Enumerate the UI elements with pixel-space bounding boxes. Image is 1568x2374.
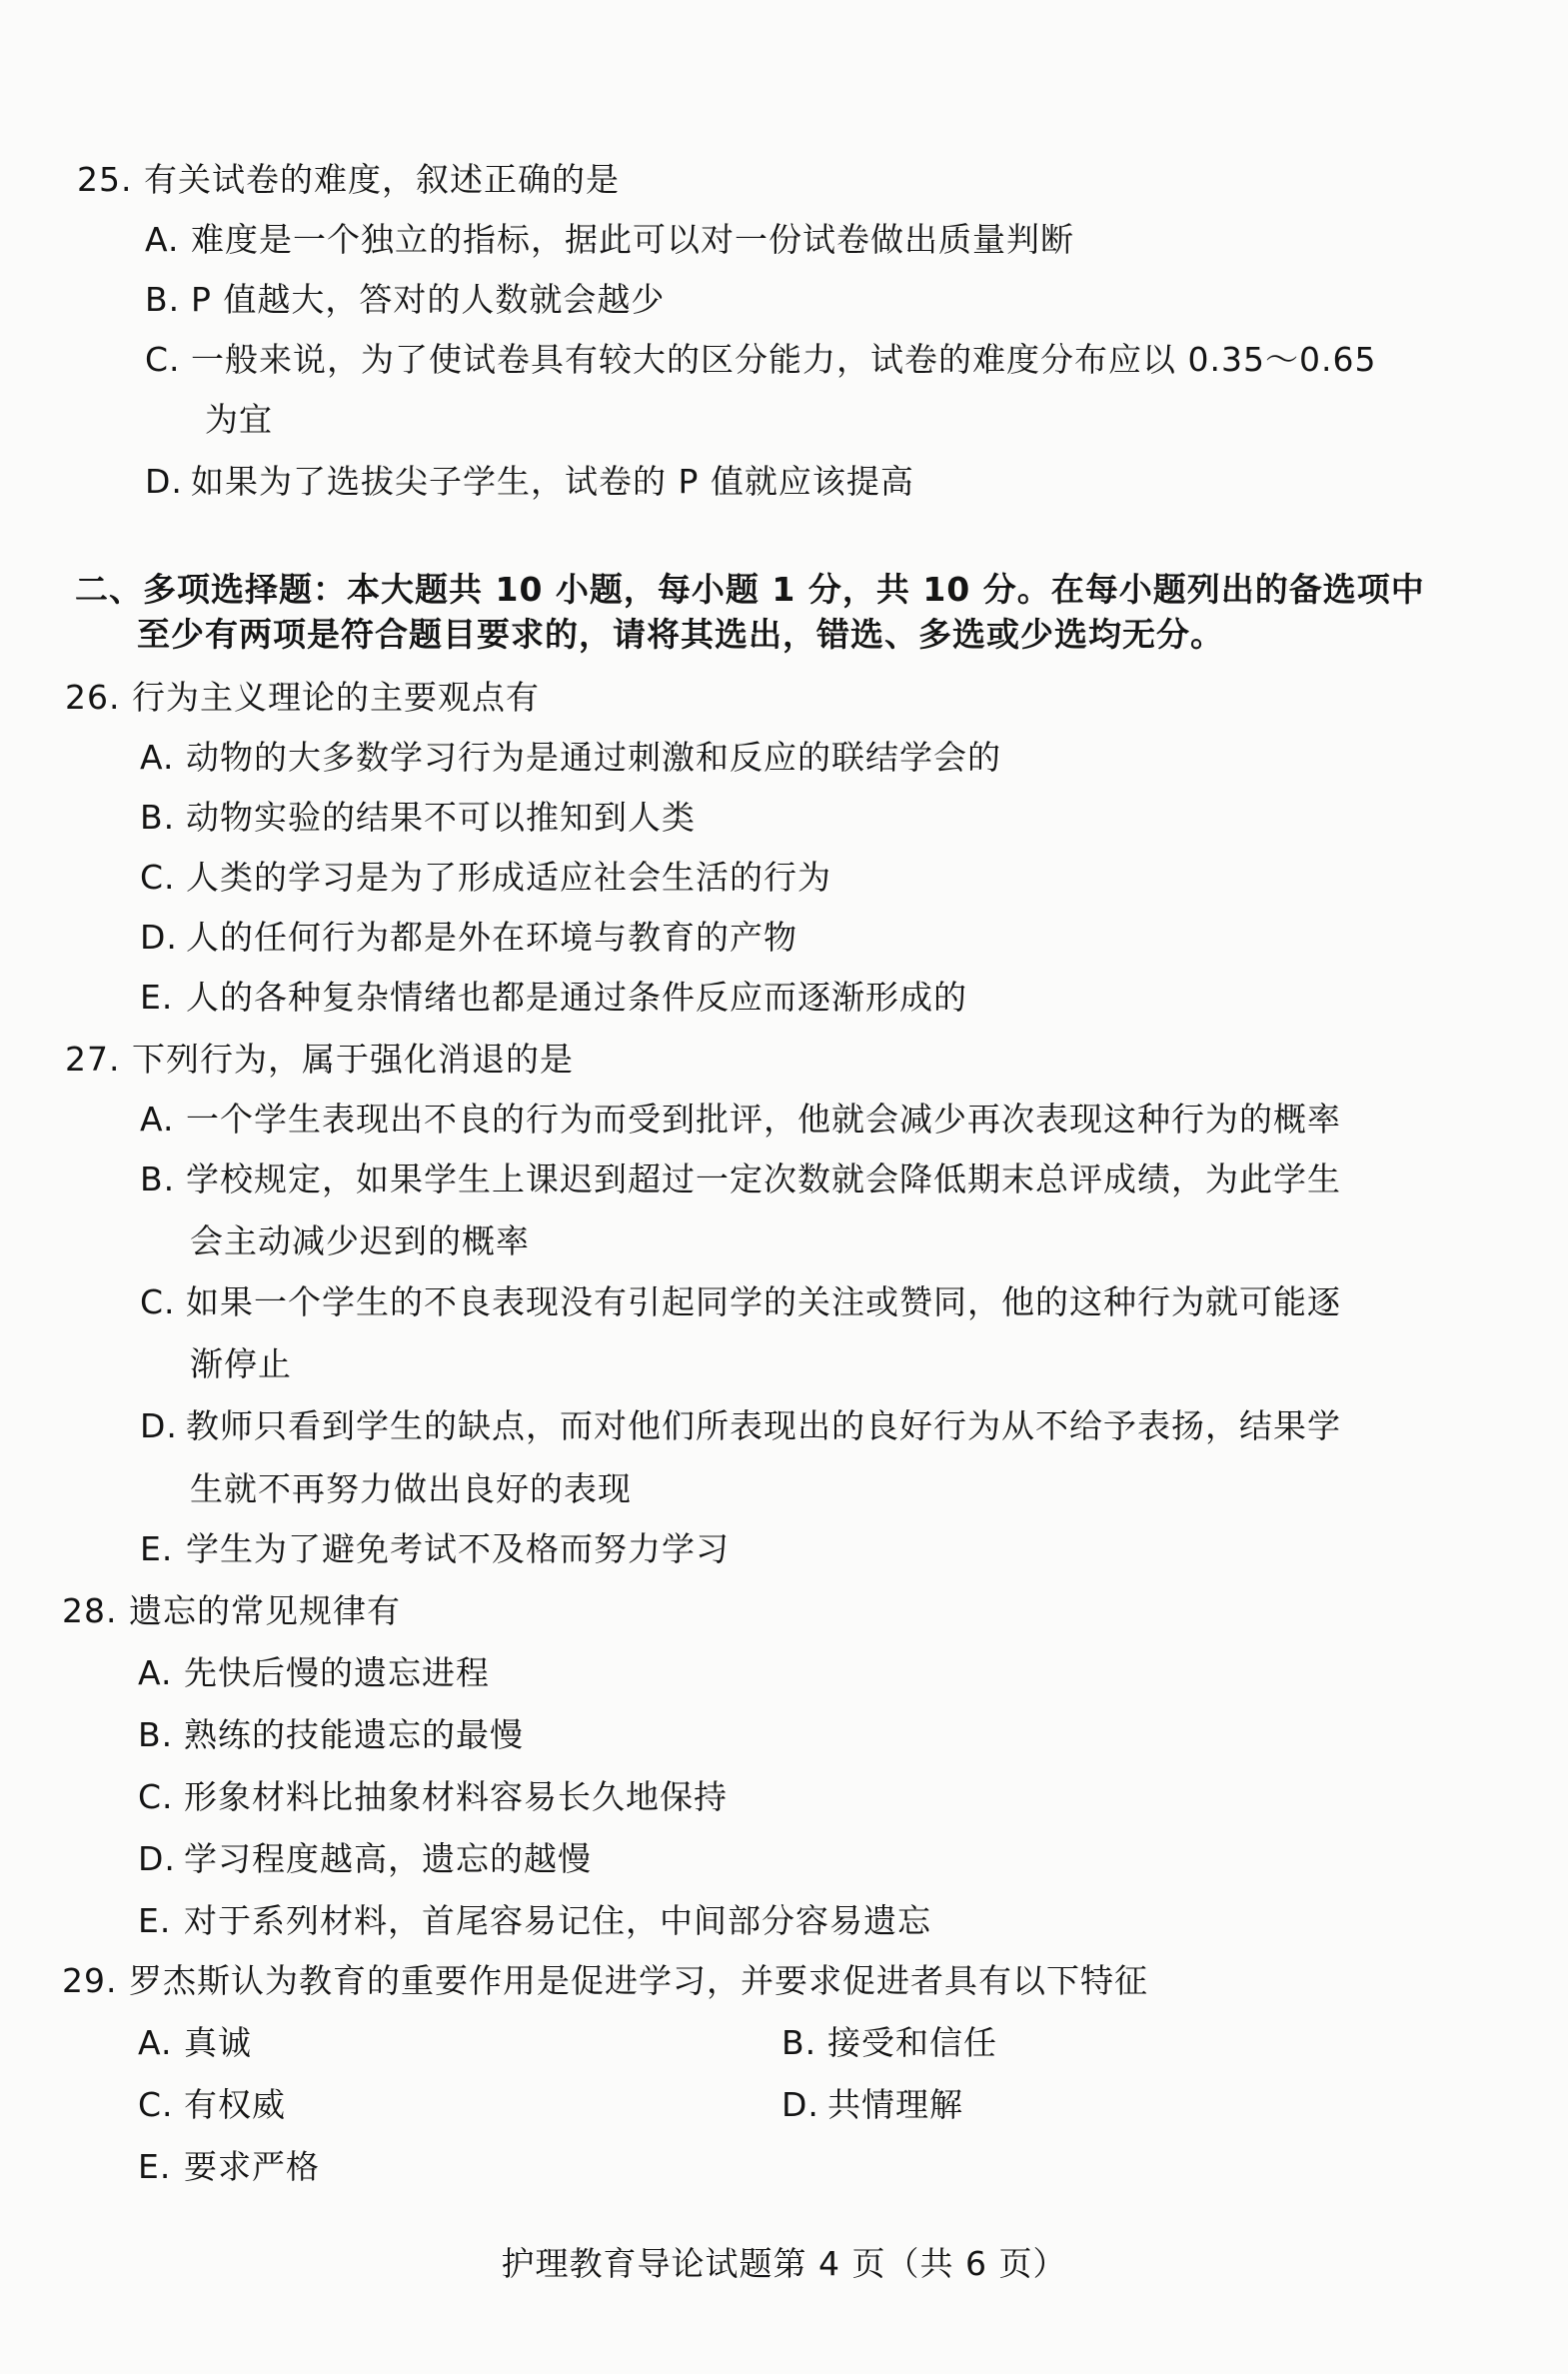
question-28-option-c: C. 形象材料比抽象材料容易长久地保持 — [138, 1777, 728, 1816]
question-27-option-e: E. 学生为了避免考试不及格而努力学习 — [140, 1529, 730, 1568]
question-29-stem: 29. 罗杰斯认为教育的重要作用是促进学习，并要求促进者具有以下特征 — [62, 1961, 1148, 2000]
question-25-option-c: C. 一般来说，为了使试卷具有较大的区分能力，试卷的难度分布应以 0.35～0.65 — [145, 340, 1377, 379]
question-26-option-b: B. 动物实验的结果不可以推知到人类 — [140, 798, 696, 837]
question-27-option-c-continued: 渐停止 — [190, 1344, 292, 1383]
question-27-option-a: A. 一个学生表现出不良的行为而受到批评，他就会减少再次表现这种行为的概率 — [140, 1100, 1341, 1139]
question-28-option-b: B. 熟练的技能遗忘的最慢 — [138, 1715, 524, 1754]
question-26-option-e: E. 人的各种复杂情绪也都是通过条件反应而逐渐形成的 — [140, 978, 967, 1017]
question-26-option-d: D. 人的任何行为都是外在环境与教育的产物 — [140, 918, 797, 957]
question-number: 25. — [77, 160, 133, 199]
question-25-option-b: B. P 值越大，答对的人数就会越少 — [145, 280, 666, 319]
question-29-option-a: A. 真诚 — [138, 2023, 252, 2062]
question-28-option-e: E. 对于系列材料，首尾容易记住，中间部分容易遗忘 — [138, 1901, 931, 1940]
question-26-stem: 26. 行为主义理论的主要观点有 — [65, 678, 540, 717]
question-25-option-c-continued: 为宜 — [205, 400, 273, 439]
question-29-option-b: B. 接受和信任 — [782, 2023, 997, 2062]
section-2-heading-line-2: 至少有两项是符合题目要求的，请将其选出，错选、多选或少选均无分。 — [137, 615, 1224, 654]
question-27-option-c: C. 如果一个学生的不良表现没有引起同学的关注或赞同，他的这种行为就可能逐 — [140, 1282, 1341, 1321]
question-27-option-d: D. 教师只看到学生的缺点，而对他们所表现出的良好行为从不给予表扬，结果学 — [140, 1406, 1341, 1445]
question-text: 有关试卷的难度，叙述正确的是 — [143, 160, 620, 199]
question-28-option-a: A. 先快后慢的遗忘进程 — [138, 1653, 490, 1692]
question-27-option-b: B. 学校规定，如果学生上课迟到超过一定次数就会降低期末总评成绩，为此学生 — [140, 1160, 1341, 1198]
question-25-stem — [77, 160, 620, 200]
question-27-option-b-continued: 会主动减少迟到的概率 — [190, 1221, 530, 1260]
question-25-option-d: D. 如果为了选拔尖子学生，试卷的 P 值就应该提高 — [145, 462, 914, 501]
question-29-option-d: D. 共情理解 — [782, 2085, 963, 2124]
question-25-option-a: A. 难度是一个独立的指标，据此可以对一份试卷做出质量判断 — [145, 220, 1074, 259]
question-28-stem: 28. 遗忘的常见规律有 — [62, 1591, 401, 1630]
question-29-option-e: E. 要求严格 — [138, 2147, 320, 2186]
question-26-option-c: C. 人类的学习是为了形成适应社会生活的行为 — [140, 858, 831, 897]
question-29-option-c: C. 有权威 — [138, 2085, 286, 2124]
question-28-option-d: D. 学习程度越高，遗忘的越慢 — [138, 1839, 592, 1878]
question-27-stem: 27. 下列行为，属于强化消退的是 — [65, 1040, 574, 1079]
page-footer: 护理教育导论试题第 4 页（共 6 页） — [501, 2244, 1067, 2283]
section-2-heading-line-1: 二、多项选择题：本大题共 10 小题，每小题 1 分，共 10 分。在每小题列出的备选项中 — [75, 570, 1425, 609]
question-27-option-d-continued: 生就不再努力做出良好的表现 — [190, 1469, 632, 1508]
question-26-option-a: A. 动物的大多数学习行为是通过刺激和反应的联结学会的 — [140, 738, 1001, 777]
